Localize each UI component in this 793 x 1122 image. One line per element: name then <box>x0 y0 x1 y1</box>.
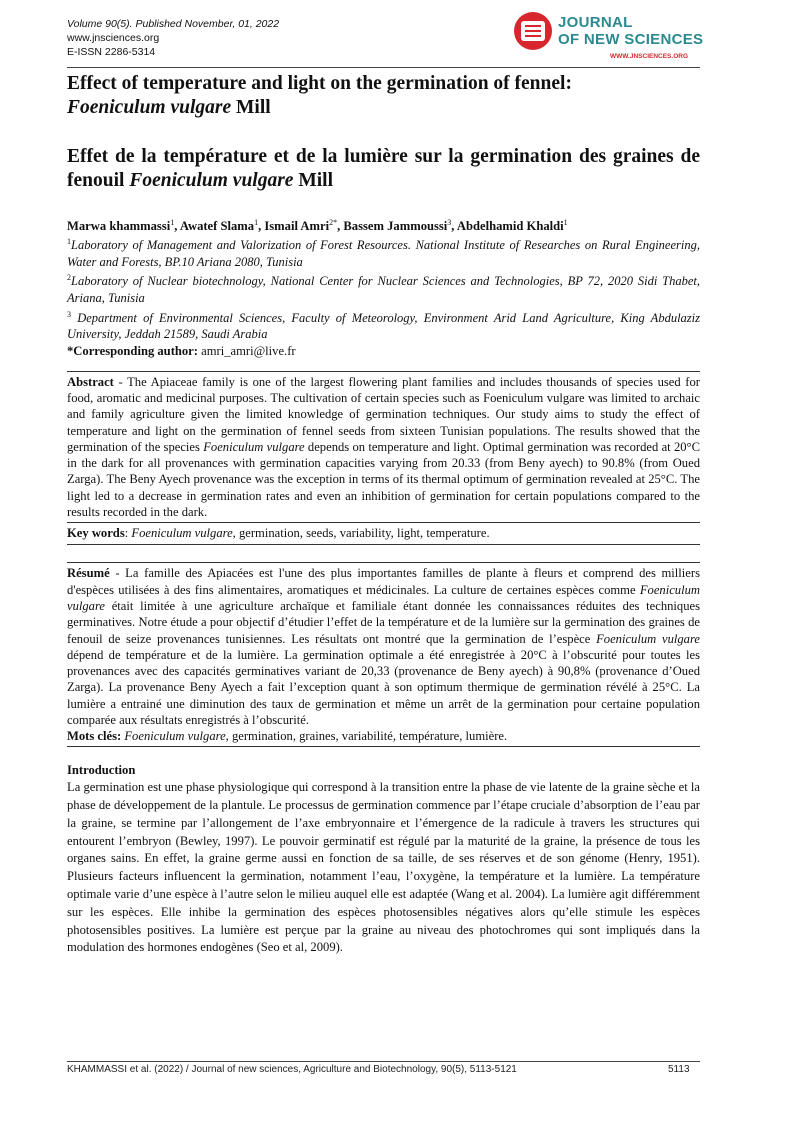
footer-citation: KHAMMASSI et al. (2022) / Journal of new sciences, Agriculture and Biotechnology, 90(5), 5113-5121 <box>67 1064 517 1075</box>
journal-header-info <box>67 17 279 59</box>
logo-url: WWW.JNSCIENCES.ORG <box>610 53 689 60</box>
author: Bassem Jammoussi$^3$, <box>343 218 457 234</box>
title-french-tail: Mill <box>293 170 334 191</box>
journal-emblem-icon <box>514 12 552 50</box>
footer-divider <box>67 1061 700 1062</box>
author: Marwa khammassi$^1$, <box>67 218 180 234</box>
author: Abdelhamid Khaldi$^1$ <box>456 218 568 234</box>
page-number: 5113 <box>668 1064 690 1075</box>
title-french-lead: Effet de la température et de la lumière sur la germination des graines de fenouil <box>67 146 700 191</box>
abstract-section: Abstract - The Apiaceae family is one of the largest flowering plant families and includes thousands of species used for food, aromatic and medicinal purposes. The cultivation of certain species such as Foeniculum vulgare was limited to archaic and family agriculture given the limited knowledge of germination techniques. Our study aims to study the effect of temperature and light on the germination of fennel seeds from sixteen Tunisian populations. The results showed that the germination of the species Foeniculum vulgare depends on temperature and light. Optimal germination was recorded at 20°C in the dark for all provenances with germination capacities varying from 20.33 (from Beny ayech) to 90.8% (from Oued Zarga). The Beny Ayech provenance was the exception in terms of its thermal optimum of germination revealed at 25°C. The light led to a decrease in germination rates and even an inhibition of germination for certain populations compared to the results recorded in the dark. <box>67 371 700 523</box>
title-english-tail: Mill <box>231 97 271 118</box>
introduction-heading: Introduction <box>67 763 136 778</box>
author-list <box>67 215 700 234</box>
paper-body <box>67 72 700 957</box>
logo-line-2: OF NEW SCIENCES <box>558 31 704 48</box>
abstract-label: Abstract <box>67 374 114 389</box>
title-english <box>67 72 700 120</box>
website-line: www.jnsciences.org <box>67 32 160 44</box>
keywords-label: Key words <box>67 526 125 541</box>
resume-label: Résumé <box>67 566 110 581</box>
mots-cles-label: Mots clés: <box>67 729 125 744</box>
title-english-species: Foeniculum vulgare <box>67 97 232 118</box>
journal-logo <box>514 10 714 66</box>
corresponding-email[interactable]: amri_amri@live.fr <box>197 343 296 358</box>
keywords-section: Key words: Foeniculum vulgare, germination, seeds, variability, light, temperature. <box>67 522 700 545</box>
corresponding-author <box>67 343 700 359</box>
title-french <box>67 145 700 193</box>
mots-cles-section: Mots clés: Foeniculum vulgare, germination, graines, variabilité, température, lumière. <box>67 728 700 747</box>
affiliation: $^2$Laboratory of Nuclear biotechnology, National Center for Nuclear Sciences and Technologies, BP 72, 2020 Sidi Thabet, Ariana, Tunisia <box>67 273 700 305</box>
corresponding-label: *Corresponding author: <box>67 343 198 358</box>
title-english-lead: Effect of temperature and light on the germination of fennel: <box>67 73 572 94</box>
author: Ismail Amri$^{2*}$, <box>264 218 344 234</box>
logo-line-1: JOURNAL <box>558 14 633 31</box>
resume-section: Résumé - La famille des Apiacées est l'une des plus importantes familles de plante à fleurs et comprend des milliers d'espèces utilisées à des fins alimentaires, aromatiques et médicinales. La culture de certaines espèces comme Foeniculum vulgare était limitée à une agriculture archaïque et familiale étant donnée les connaissances réduites des techniques germinatives. Notre étude a pour objectif d’étudier l’effet de la température et de la lumière sur la germination des graines de fenouil de seize provenances tunisiennes. Les résultats ont montré que la germination de l’espèce Foeniculum vulgare dépend de température et de la lumière. La germination optimale a été enregistrée à 20°C à l’obscurité pour toutes les provenances avec des capacités germinatives variant de 20,33 (provenance de Beny ayech) à 90,8% (provenance d’Oued Zarga). La provenance Beny Ayech a fait l’exception quant à son optimum thermique de germination révélé à 25°C. La lumière a entrainé une diminution des taux de germination et même un arrêt de la germination pour certaine population comparée aux résultats enregistrés à l’obscurité. <box>67 562 700 728</box>
introduction-text: La germination est une phase physiologique qui correspond à la transition entre la phase de vie latente de la graine sèche et la phase de développement de la plantule. Le processus de germination commence par l’étape cruciale d’absorption de l’eau par la graine, se termine par l’allongement de l’axe embryonnaire et l’émergence de la radicule à travers les structures qui entourent l’embryon (Bewley, 1997). Le pouvoir germinatif est régulé par la maturité de la graine, la présence de tous les organes sains. En effet, la graine germe aussi en fonction de sa taille, de ses réserves et de son génome (Henry, 1951). Plusieurs facteurs influencent la germination, notamment l’eau, l’oxygène, la température et la lumière. La température optimale varie d’une espèce à l’autre selon le milieu auquel elle est adaptée (Wang et al. 2004). La lumière agit différemment sur les espèces. Elle inhibe la germination des espèces photosensibles négatives alors qu’elle stimule les espèces photosensibles positives. La lumière est perçue par la graine au niveau des photochromes qui sont impliqués dans la modulation des hormones endogènes (Seo et al, 2009). <box>67 780 700 955</box>
title-french-species: Foeniculum vulgare <box>129 170 294 191</box>
volume-line: Volume 90(5). Published November, 01, 2022 <box>67 18 280 30</box>
affiliation: $^3$ Department of Environmental Sciences, Faculty of Meteorology, Environment Arid Land Agriculture, King Abdulaziz University, Jeddah 21589, Saudi Arabia <box>67 309 700 342</box>
author: Awatef Slama$^1$, <box>179 218 265 234</box>
affiliation: $^1$Laboratory of Management and Valorization of Forest Resources. National Institute of Researches on Rural Engineering, Water and Forests, BP.10 Ariana 2080, Tunisia <box>67 237 700 269</box>
issn-line: E-ISSN 2286-5314 <box>67 46 156 58</box>
header-divider <box>67 67 700 68</box>
